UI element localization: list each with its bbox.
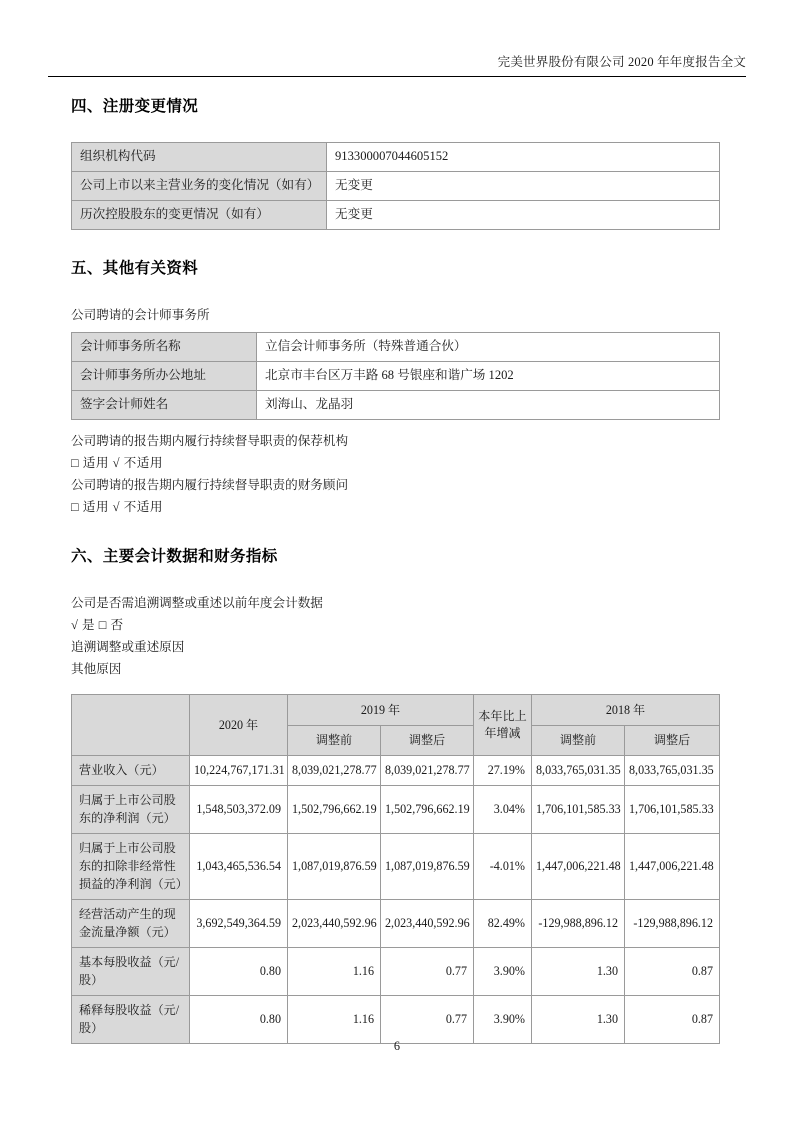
main-business-change-value: 无变更 <box>327 172 720 201</box>
auditor-address-label: 会计师事务所办公地址 <box>72 362 257 391</box>
table-row <box>72 143 720 172</box>
cell-deducted-2020: 1,043,465,536.54 <box>190 834 288 900</box>
cell-diluted-eps-2019-after: 0.77 <box>381 996 474 1044</box>
cell-net-profit-2020: 1,548,503,372.09 <box>190 786 288 834</box>
signing-accountant-value: 刘海山、龙晶羽 <box>257 391 720 420</box>
yoy-change-header: 本年比上 年增减 <box>474 695 532 756</box>
cell-deducted-2019-before: 1,087,019,876.59 <box>288 834 381 900</box>
row-label-diluted-eps: 稀释每股收益（元/股） <box>72 996 190 1044</box>
controlling-shareholder-change-label: 历次控股股东的变更情况（如有） <box>72 201 327 230</box>
cell-basic-eps-2019-after: 0.77 <box>381 948 474 996</box>
cell-diluted-eps-2018-after: 0.87 <box>625 996 720 1044</box>
table-row <box>72 996 720 1044</box>
y2019-before-header: 调整前 <box>288 725 381 756</box>
cell-cashflow-2019-before: 2,023,440,592.96 <box>288 900 381 948</box>
cell-deducted-2019-after: 1,087,019,876.59 <box>381 834 474 900</box>
corner-blank-header <box>72 695 190 756</box>
controlling-shareholder-change-value: 无变更 <box>327 201 720 230</box>
org-code-label: 组织机构代码 <box>72 143 327 172</box>
retro-adjustment-question: 公司是否需追溯调整或重述以前年度会计数据 <box>71 596 323 610</box>
cell-basic-eps-2018-after: 0.87 <box>625 948 720 996</box>
cell-cashflow-2018-after: -129,988,896.12 <box>625 900 720 948</box>
y2018-before-header: 调整前 <box>532 725 625 756</box>
y2018-after-header: 调整后 <box>625 725 720 756</box>
sponsor-question-text: 公司聘请的报告期内履行持续督导职责的保荐机构 <box>71 434 349 448</box>
sponsor-answer-checkboxes: □ 适用 √ 不适用 <box>71 456 163 470</box>
main-business-change-label: 公司上市以来主营业务的变化情况（如有） <box>72 172 327 201</box>
table-row <box>72 362 720 391</box>
y2019-after-header: 调整后 <box>381 725 474 756</box>
cell-revenue-change: 27.19% <box>474 756 532 786</box>
signing-accountant-label: 签字会计师姓名 <box>72 391 257 420</box>
auditor-info-table <box>71 332 720 420</box>
retro-adjustment-answer: √ 是 □ 否 <box>71 618 124 632</box>
cell-diluted-eps-2019-before: 1.16 <box>288 996 381 1044</box>
running-header: 完美世界股份有限公司 2020 年年度报告全文 <box>497 55 746 69</box>
cell-diluted-eps-2018-before: 1.30 <box>532 996 625 1044</box>
year-2018-header: 2018 年 <box>532 695 720 726</box>
auditor-intro-text: 公司聘请的会计师事务所 <box>71 308 210 322</box>
cell-deducted-2018-after: 1,447,006,221.48 <box>625 834 720 900</box>
cell-revenue-2020: 10,224,767,171.31 <box>190 756 288 786</box>
cell-diluted-eps-2020: 0.80 <box>190 996 288 1044</box>
row-label-revenue: 营业收入（元） <box>72 756 190 786</box>
table-row <box>72 333 720 362</box>
row-label-basic-eps: 基本每股收益（元/股） <box>72 948 190 996</box>
cell-deducted-change: -4.01% <box>474 834 532 900</box>
row-label-operating-cashflow: 经营活动产生的现金流量净额（元） <box>72 900 190 948</box>
table-row <box>72 391 720 420</box>
table-row <box>72 786 720 834</box>
year-2020-header: 2020 年 <box>190 695 288 756</box>
cell-revenue-2019-before: 8,039,021,278.77 <box>288 756 381 786</box>
advisor-answer-checkboxes: □ 适用 √ 不适用 <box>71 500 163 514</box>
table-row <box>72 948 720 996</box>
cell-net-profit-2019-before: 1,502,796,662.19 <box>288 786 381 834</box>
auditor-address-value: 北京市丰台区万丰路 68 号银座和谐广场 1202 <box>257 362 720 391</box>
table-row <box>72 756 720 786</box>
section-5-heading: 五、其他有关资料 <box>71 260 199 277</box>
cell-net-profit-change: 3.04% <box>474 786 532 834</box>
header-divider <box>48 76 746 77</box>
registration-change-table <box>71 142 720 230</box>
cell-cashflow-2020: 3,692,549,364.59 <box>190 900 288 948</box>
cell-cashflow-2019-after: 2,023,440,592.96 <box>381 900 474 948</box>
advisor-question-text: 公司聘请的报告期内履行持续督导职责的财务顾问 <box>71 478 349 492</box>
retro-reason-label: 追溯调整或重述原因 <box>71 640 185 654</box>
cell-basic-eps-2020: 0.80 <box>190 948 288 996</box>
cell-net-profit-2018-after: 1,706,101,585.33 <box>625 786 720 834</box>
retro-reason-value: 其他原因 <box>71 662 122 676</box>
cell-revenue-2019-after: 8,039,021,278.77 <box>381 756 474 786</box>
section-6-heading: 六、主要会计数据和财务指标 <box>71 548 278 565</box>
cell-basic-eps-2018-before: 1.30 <box>532 948 625 996</box>
table-row <box>72 834 720 900</box>
page-content <box>71 94 719 1044</box>
cell-net-profit-2019-after: 1,502,796,662.19 <box>381 786 474 834</box>
auditor-name-label: 会计师事务所名称 <box>72 333 257 362</box>
cell-revenue-2018-after: 8,033,765,031.35 <box>625 756 720 786</box>
cell-cashflow-2018-before: -129,988,896.12 <box>532 900 625 948</box>
cell-cashflow-change: 82.49% <box>474 900 532 948</box>
row-label-net-profit: 归属于上市公司股东的净利润（元） <box>72 786 190 834</box>
cell-basic-eps-change: 3.90% <box>474 948 532 996</box>
cell-net-profit-2018-before: 1,706,101,585.33 <box>532 786 625 834</box>
table-group-header-row <box>72 695 720 726</box>
auditor-name-value: 立信会计师事务所（特殊普通合伙） <box>257 333 720 362</box>
key-financial-data-table <box>71 694 720 1044</box>
cell-basic-eps-2019-before: 1.16 <box>288 948 381 996</box>
org-code-value: 913300007044605152 <box>327 143 720 172</box>
year-2019-header: 2019 年 <box>288 695 474 726</box>
section-4-heading: 四、注册变更情况 <box>71 98 199 115</box>
table-row <box>72 201 720 230</box>
page-number: 6 <box>393 1039 401 1053</box>
cell-deducted-2018-before: 1,447,006,221.48 <box>532 834 625 900</box>
cell-revenue-2018-before: 8,033,765,031.35 <box>532 756 625 786</box>
table-row <box>72 900 720 948</box>
cell-diluted-eps-change: 3.90% <box>474 996 532 1044</box>
row-label-net-profit-deducted: 归属于上市公司股东的扣除非经常性损益的净利润（元） <box>72 834 190 900</box>
table-row <box>72 172 720 201</box>
